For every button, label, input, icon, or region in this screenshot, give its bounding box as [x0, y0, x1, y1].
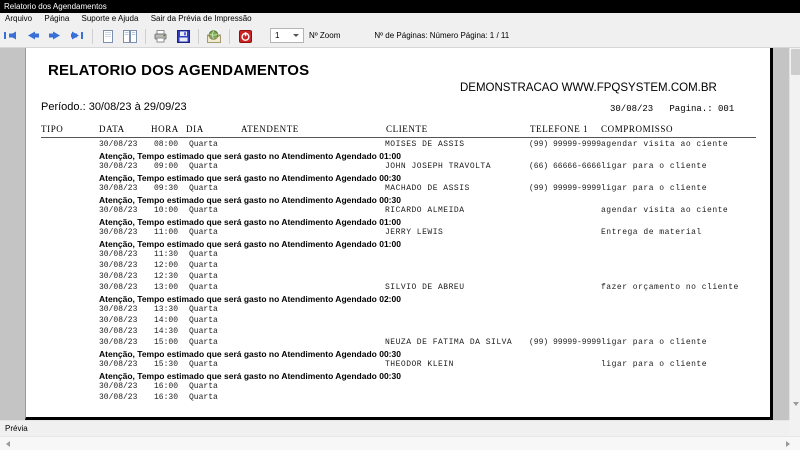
- cell-compromisso: ligar para o cliente: [601, 338, 708, 347]
- cell-dia: Quarta: [189, 162, 218, 171]
- next-page-button[interactable]: [44, 26, 66, 47]
- cell-hora: 08:00: [154, 140, 179, 149]
- cell-compromisso: agendar visita ao ciente: [601, 140, 729, 149]
- cell-data: 30/08/23: [99, 316, 138, 325]
- cell-dia: Quarta: [189, 305, 218, 314]
- cell-dia: Quarta: [189, 261, 218, 270]
- email-icon: [203, 30, 225, 43]
- cell-cliente: RICARDO ALMEIDA: [385, 206, 465, 215]
- toolbar-separator-1: [92, 29, 93, 44]
- cell-data: 30/08/23: [99, 393, 138, 402]
- column-header-cliente: CLIENTE: [386, 124, 428, 134]
- status-bar: [0, 420, 800, 436]
- note-row: Atenção, Tempo estimado que será gasto no Atendimento Agendado 02:00: [99, 294, 401, 304]
- window-title: Relatorio dos Agendamentos: [4, 2, 107, 11]
- window-title-bar: [0, 0, 800, 13]
- cell-dia: Quarta: [189, 283, 218, 292]
- column-header-tipo: TIPO: [41, 124, 64, 134]
- cell-data: 30/08/23: [99, 261, 138, 270]
- cell-telefone: (99) 99999-9999: [529, 338, 602, 347]
- cell-hora: 15:30: [154, 360, 179, 369]
- report-period-label: Período.: 30/08/23 à 29/09/23: [41, 101, 187, 113]
- cell-cliente: SILVIO DE ABREU: [385, 283, 465, 292]
- cell-data: 30/08/23: [99, 327, 138, 336]
- cell-compromisso: Entrega de material: [601, 228, 702, 237]
- previous-page-button[interactable]: [22, 26, 44, 47]
- cell-compromisso: agendar visita ao ciente: [601, 206, 729, 215]
- zoom-select-value: 1: [275, 31, 280, 40]
- scroll-left-arrow-icon[interactable]: [2, 437, 14, 450]
- cell-data: 30/08/23: [99, 250, 138, 259]
- next-page-icon: [44, 30, 66, 41]
- cell-cliente: MACHADO DE ASSIS: [385, 184, 470, 193]
- cell-hora: 12:00: [154, 261, 179, 270]
- menu-item-sair-da-previa-de-impressao[interactable]: Sair da Prévia de Impressão: [150, 14, 252, 23]
- cell-cliente: JERRY LEWIS: [385, 228, 444, 237]
- cell-data: 30/08/23: [99, 360, 138, 369]
- cell-compromisso: ligar para o cliente: [601, 162, 708, 171]
- cell-hora: 15:00: [154, 338, 179, 347]
- column-header-telefone: TELEFONE 1: [530, 124, 589, 134]
- cell-dia: Quarta: [189, 250, 218, 259]
- print-button[interactable]: [150, 26, 172, 47]
- cell-hora: 09:00: [154, 162, 179, 171]
- table-row: [41, 316, 756, 327]
- note-row: Atenção, Tempo estimado que será gasto no Atendimento Agendado 00:30: [99, 371, 401, 381]
- table-row: [41, 162, 756, 173]
- table-header-row: [41, 124, 756, 138]
- column-header-atendente: ATENDENTE: [241, 124, 299, 134]
- single-page-icon: [97, 30, 119, 43]
- table-row: [41, 305, 756, 316]
- table-row: [41, 360, 756, 371]
- column-header-hora: HORA: [151, 124, 179, 134]
- cell-cliente: JOHN JOSEPH TRAVOLTA: [385, 162, 492, 171]
- save-button[interactable]: [172, 26, 194, 47]
- cell-dia: Quarta: [189, 382, 218, 391]
- zoom-control-group: [270, 28, 340, 43]
- previous-page-icon: [22, 30, 44, 41]
- preview-canvas[interactable]: [0, 48, 789, 420]
- table-row: [41, 283, 756, 294]
- zoom-label: Nº Zoom: [309, 31, 341, 40]
- cell-dia: Quarta: [189, 228, 218, 237]
- cell-hora: 14:00: [154, 316, 179, 325]
- note-row: Atenção, Tempo estimado que será gasto no Atendimento Agendado 01:00: [99, 217, 401, 227]
- cell-dia: Quarta: [189, 338, 218, 347]
- table-row: [41, 206, 756, 217]
- scroll-down-arrow-icon[interactable]: [790, 398, 800, 409]
- last-page-icon: [66, 30, 88, 41]
- cell-cliente: NEUZA DE FATIMA DA SILVA: [385, 338, 513, 347]
- table-row: [41, 250, 756, 261]
- cell-hora: 13:30: [154, 305, 179, 314]
- column-header-compromisso: COMPROMISSO: [601, 124, 674, 134]
- cell-data: 30/08/23: [99, 162, 138, 171]
- menu-item-pagina[interactable]: Página: [44, 14, 70, 23]
- cell-hora: 13:00: [154, 283, 179, 292]
- table-row: [41, 140, 756, 151]
- note-row: Atenção, Tempo estimado que será gasto no Atendimento Agendado 01:00: [99, 151, 401, 161]
- pages-info-label: Nº de Páginas: Número Página: 1 / 11: [374, 31, 510, 40]
- cell-dia: Quarta: [189, 140, 218, 149]
- cell-dia: Quarta: [189, 316, 218, 325]
- table-row: [41, 327, 756, 338]
- note-row: Atenção, Tempo estimado que será gasto no Atendimento Agendado 01:00: [99, 239, 401, 249]
- cell-dia: Quarta: [189, 360, 218, 369]
- toolbar-separator-2: [145, 29, 146, 44]
- menu-item-arquivo[interactable]: Arquivo: [5, 14, 33, 23]
- table-row: [41, 184, 756, 195]
- cell-hora: 12:30: [154, 272, 179, 281]
- cell-dia: Quarta: [189, 272, 218, 281]
- report-domain-label: DEMONSTRACAO WWW.FPQSYSTEM.COM.BR: [460, 82, 717, 94]
- toolbar: [0, 25, 800, 48]
- scroll-right-arrow-icon[interactable]: [782, 437, 794, 450]
- chevron-down-icon: [293, 34, 299, 37]
- cell-telefone: (99) 99999-9999: [529, 184, 602, 193]
- email-button[interactable]: [203, 26, 225, 47]
- menu-item-suporte-e-ajuda[interactable]: Suporte e Ajuda: [81, 14, 139, 23]
- save-icon: [172, 30, 194, 43]
- cell-dia: Quarta: [189, 327, 218, 336]
- cell-data: 30/08/23: [99, 184, 138, 193]
- note-row: Atenção, Tempo estimado que será gasto no Atendimento Agendado 00:30: [99, 195, 401, 205]
- cell-cliente: MOISES DE ASSIS: [385, 140, 465, 149]
- column-header-dia: DIA: [186, 124, 204, 134]
- table-row: [41, 382, 756, 393]
- cell-compromisso: ligar para o cliente: [601, 184, 708, 193]
- last-page-button[interactable]: [66, 26, 88, 47]
- cell-data: 30/08/23: [99, 228, 138, 237]
- first-page-icon: [0, 30, 22, 41]
- cell-hora: 16:30: [154, 393, 179, 402]
- table-row: [41, 228, 756, 239]
- menu-bar: [0, 13, 800, 25]
- cell-hora: 10:00: [154, 206, 179, 215]
- zoom-select[interactable]: [270, 28, 304, 43]
- table-body: [41, 140, 756, 404]
- cell-dia: Quarta: [189, 393, 218, 402]
- exit-icon: [234, 30, 256, 43]
- cell-data: 30/08/23: [99, 338, 138, 347]
- first-page-button[interactable]: [0, 26, 22, 47]
- cell-compromisso: fazer orçamento no cliente: [601, 283, 739, 292]
- report-date-page-label: 30/08/23 Pagina.: 001: [610, 104, 735, 114]
- toolbar-separator-3: [198, 29, 199, 44]
- cell-cliente: THEODOR KLEIN: [385, 360, 454, 369]
- cell-data: 30/08/23: [99, 283, 138, 292]
- cell-telefone: (66) 66666-6666: [529, 162, 602, 171]
- vertical-scrollbar-thumb[interactable]: [791, 49, 800, 75]
- toolbar-separator-4: [229, 29, 230, 44]
- cell-dia: Quarta: [189, 206, 218, 215]
- cell-compromisso: ligar para o cliente: [601, 360, 708, 369]
- single-page-view-button[interactable]: [97, 26, 119, 47]
- note-row: Atenção, Tempo estimado que será gasto no Atendimento Agendado 00:30: [99, 349, 401, 359]
- status-label: Prévia: [5, 424, 28, 433]
- vertical-scrollbar[interactable]: [789, 48, 800, 420]
- cell-hora: 16:00: [154, 382, 179, 391]
- report-page: [25, 48, 773, 420]
- cell-data: 30/08/23: [99, 382, 138, 391]
- cell-data: 30/08/23: [99, 206, 138, 215]
- table-row: [41, 338, 756, 349]
- cell-hora: 14:30: [154, 327, 179, 336]
- print-icon: [150, 30, 172, 43]
- cell-hora: 11:30: [154, 250, 179, 259]
- cell-hora: 11:00: [154, 228, 179, 237]
- cell-telefone: (99) 99999-9999: [529, 140, 602, 149]
- table-row: [41, 393, 756, 404]
- table-row: [41, 272, 756, 283]
- cell-data: 30/08/23: [99, 305, 138, 314]
- cell-dia: Quarta: [189, 184, 218, 193]
- report-table: [41, 124, 756, 404]
- column-header-data: DATA: [99, 124, 125, 134]
- cell-data: 30/08/23: [99, 272, 138, 281]
- two-pages-icon: [119, 30, 141, 43]
- cell-hora: 09:30: [154, 184, 179, 193]
- cell-data: 30/08/23: [99, 140, 138, 149]
- table-row: [41, 261, 756, 272]
- report-title: RELATORIO DOS AGENDAMENTOS: [48, 62, 310, 79]
- horizontal-scrollbar[interactable]: [0, 436, 800, 450]
- scrollbar-corner: [789, 420, 800, 436]
- note-row: Atenção, Tempo estimado que será gasto no Atendimento Agendado 00:30: [99, 173, 401, 183]
- exit-button[interactable]: [234, 26, 256, 47]
- two-pages-view-button[interactable]: [119, 26, 141, 47]
